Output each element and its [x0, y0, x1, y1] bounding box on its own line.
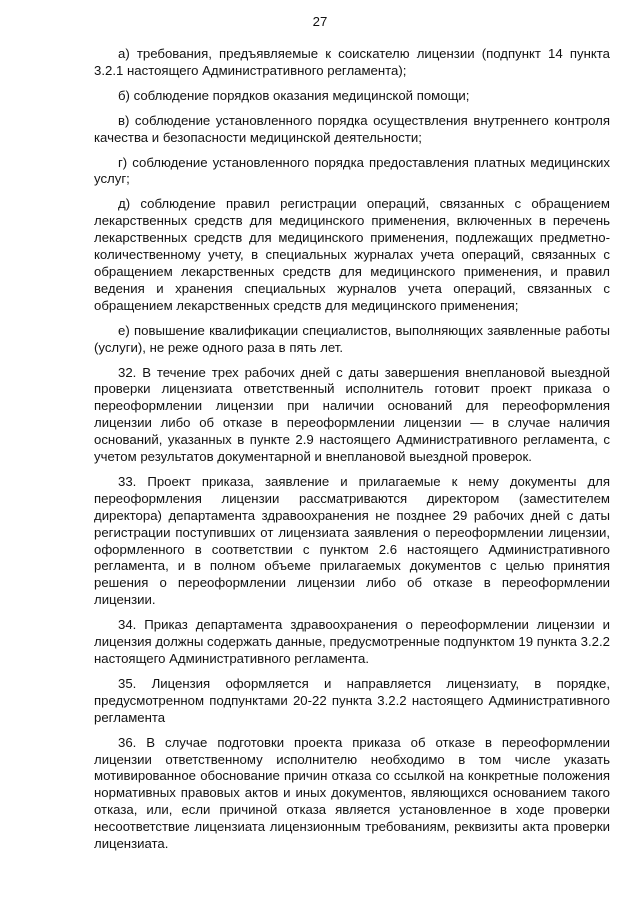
document-body — [94, 46, 610, 861]
paragraph-item-e: е) повышение квалификации специалистов, выполняющих заявленные работы (услуги), не реже одного раза в пять лет. — [94, 322, 610, 355]
paragraph-item-b: б) соблюдение порядков оказания медицинской помощи; — [118, 87, 470, 103]
paragraph-item-g: г) соблюдение установленного порядка предоставления платных медицинских услуг; — [94, 154, 610, 187]
paragraph-35: 35. Лицензия оформляется и направляется лицензиату, в порядке, предусмотренном подпунктами 20-22 пункта 3.2.2 настоящего Административного регламента — [94, 675, 610, 725]
page-number: 27 — [312, 14, 328, 29]
paragraph-33: 33. Проект приказа, заявление и прилагаемые к нему документы для переоформления лицензии рассматриваются директором (заместителем директора) департамента здравоохранения не позднее 29 рабочих дней с даты регистрации поступивших от лицензиата заявления о переоформлении лицензии, оформленного в соответствии с пунктом 2.6 настоящего Административного регламента, и в полном объеме прилагаемых документов с целью принятия решения о переоформлении лицензии либо об отказе в переоформлении лицензии. — [94, 473, 610, 608]
paragraph-item-a: а) требования, предъявляемые к соискателю лицензии (подпункт 14 пункта 3.2.1 настоящего Административного регламента); — [94, 46, 610, 78]
paragraph-item-d: д) соблюдение правил регистрации операций, связанных с обращением лекарственных средств для медицинского применения, включенных в перечень лекарственных средств для медицинского применения, подлежащих предметно-количественному учету, в специальных журналах учета операций, связанных с обращением лекарственных средств для медицинского применения, и правил ведения и хранения специальных журналов учета операций, связанных с обращением лекарственных средств для медицинского применения; — [94, 196, 610, 313]
paragraph-item-v: в) соблюдение установленного порядка осуществления внутреннего контроля качества и безопасности медицинской деятельности; — [94, 112, 610, 145]
paragraph-36: 36. В случае подготовки проекта приказа об отказе в переоформлении лицензии ответственному исполнителю необходимо в том числе указать мотивированное обоснование причин отказа со ссылкой на конкретные положения нормативных правовых актов и иных документов, являющихся основанием такого отказа, или, если причиной отказа является установленное в ходе проверки несоответствие лицензиата лицензионным требованиям, реквизиты акта проверки лицензиата. — [94, 734, 610, 852]
paragraph-34: 34. Приказ департамента здравоохранения о переоформлении лицензии и лицензия должны содержать данные, предусмотренные подпунктом 19 пункта 3.2.2 настоящего Административного регламента. — [94, 617, 610, 666]
paragraph-32: 32. В течение трех рабочих дней с даты завершения внеплановой выездной проверки лицензиата ответственный исполнитель готовит проект приказа о переоформлении лицензии при наличии оснований для переоформления лицензии либо об отказе в переоформлении лицензии — в случае наличия оснований, указанных в пункте 2.9 настоящего Административного регламента, с учетом результатов документарной и внеплановой выездной проверок. — [94, 364, 610, 465]
